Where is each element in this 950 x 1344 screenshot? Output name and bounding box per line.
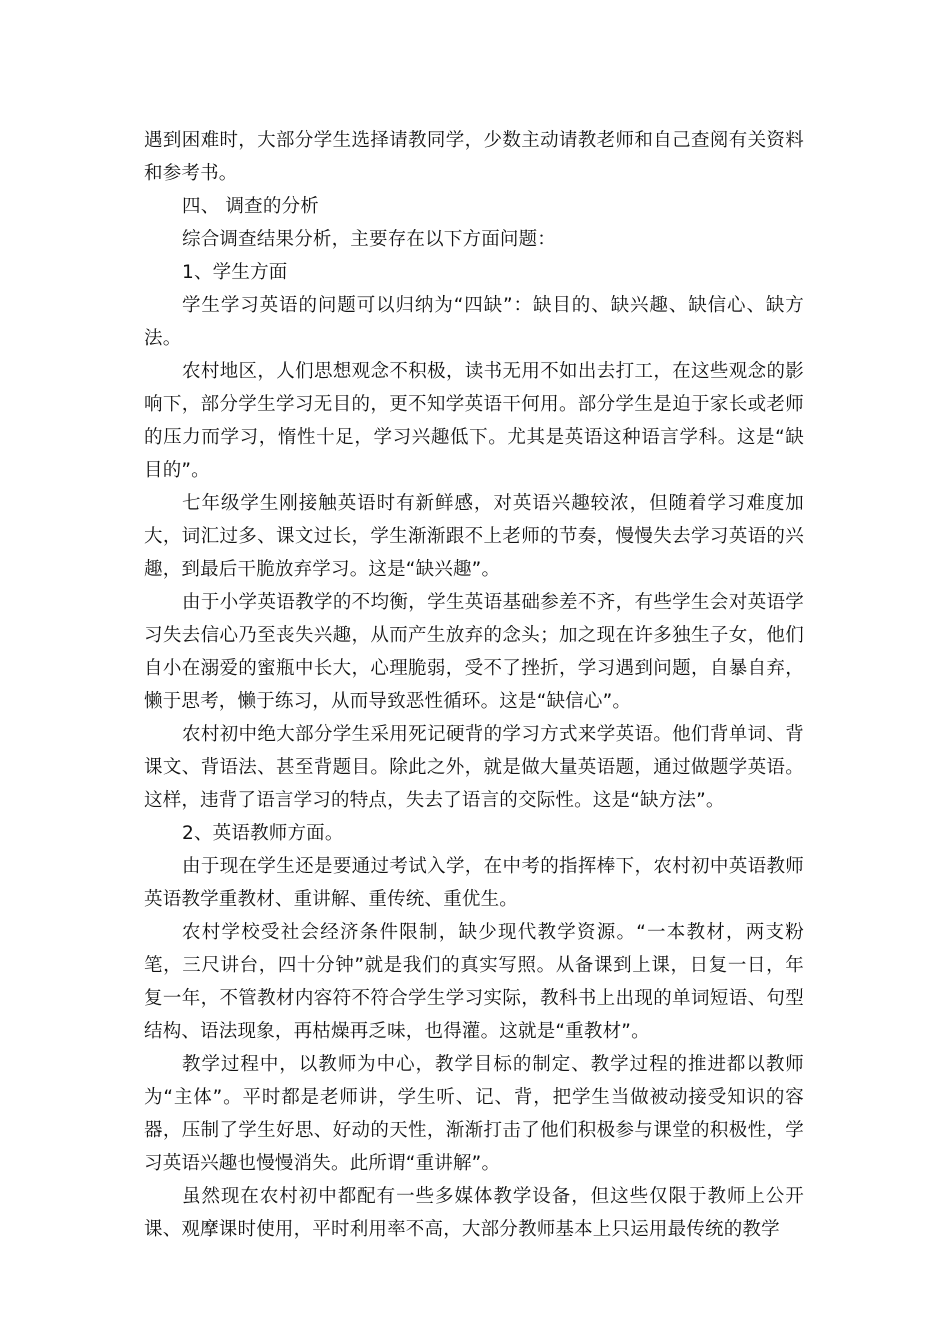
paragraph-5: 学生学习英语的问题可以归纳为“四缺”：缺目的、缺兴趣、缺信心、缺方法。 <box>144 295 804 349</box>
section-heading-analysis: 四、 调查的分析 <box>182 196 319 217</box>
paragraph-6: 农村地区，人们思想观念不积极，读书无用不如出去打工，在这些观念的影响下，部分学生学习无目的，更不知学英语干何用。部分学生是迫于家长或老师的压力而学习，惰性十足，学习兴趣低下。尤其是英语这种语言学科。这是“缺目的”。 <box>144 361 804 481</box>
paragraph-14: 虽然现在农村初中都配有一些多媒体教学设备，但这些仅限于教师上公开课、观摩课时使用，平时利用率不高，大部分教师基本上只运用最传统的教学 <box>144 1186 804 1240</box>
paragraph-1: 遇到困难时，大部分学生选择请教同学，少数主动请教老师和自己查阅有关资料和参考书。 <box>144 130 804 184</box>
paragraph-9: 农村初中绝大部分学生采用死记硬背的学习方式来学英语。他们背单词、背课文、背语法、甚至背题目。除此之外，就是做大量英语题，通过做题学英语。这样，违背了语言学习的特点，失去了语言的交际性。这是“缺方法”。 <box>144 724 804 811</box>
document-page <box>144 124 804 1246</box>
paragraph-12: 农村学校受社会经济条件限制，缺少现代教学资源。“一本教材，两支粉笔，三尺讲台，四十分钟”就是我们的真实写照。从备课到上课，日复一日，年复一年，不管教材内容符不符合学生学习实际，教科书上出现的单词短语、句型结构、语法现象，再枯燥再乏味，也得灌。这就是“重教材”。 <box>144 922 804 1042</box>
paragraph-8: 由于小学英语教学的不均衡，学生英语基础参差不齐，有些学生会对英语学习失去信心乃至丧失兴趣，从而产生放弃的念头；加之现在许多独生子女，他们自小在溺爱的蜜瓶中长大，心理脆弱，受不了挫折，学习遇到问题，自暴自弃，懒于思考，懒于练习，从而导致恶性循环。这是“缺信心”。 <box>144 592 804 712</box>
paragraph-11: 由于现在学生还是要通过考试入学，在中考的指挥棒下，农村初中英语教师英语教学重教材、重讲解、重传统、重优生。 <box>144 856 804 910</box>
subheading-teachers: 2、英语教师方面。 <box>182 823 344 844</box>
paragraph-13: 教学过程中，以教师为中心，教学目标的制定、教学过程的推进都以教师为“主体”。平时都是老师讲，学生听、记、背，把学生当做被动接受知识的容器，压制了学生好思、好动的天性，渐渐打击了他们积极参与课堂的积极性，学习英语兴趣也慢慢消失。此所谓“重讲解”。 <box>144 1054 804 1174</box>
subheading-students: 1、学生方面 <box>182 262 288 283</box>
paragraph-7: 七年级学生刚接触英语时有新鲜感，对英语兴趣较浓，但随着学习难度加大，词汇过多、课文过长，学生渐渐跟不上老师的节奏，慢慢失去学习英语的兴趣，到最后干脆放弃学习。这是“缺兴趣”。 <box>144 493 804 580</box>
paragraph-3: 综合调查结果分析，主要存在以下方面问题： <box>182 229 557 250</box>
